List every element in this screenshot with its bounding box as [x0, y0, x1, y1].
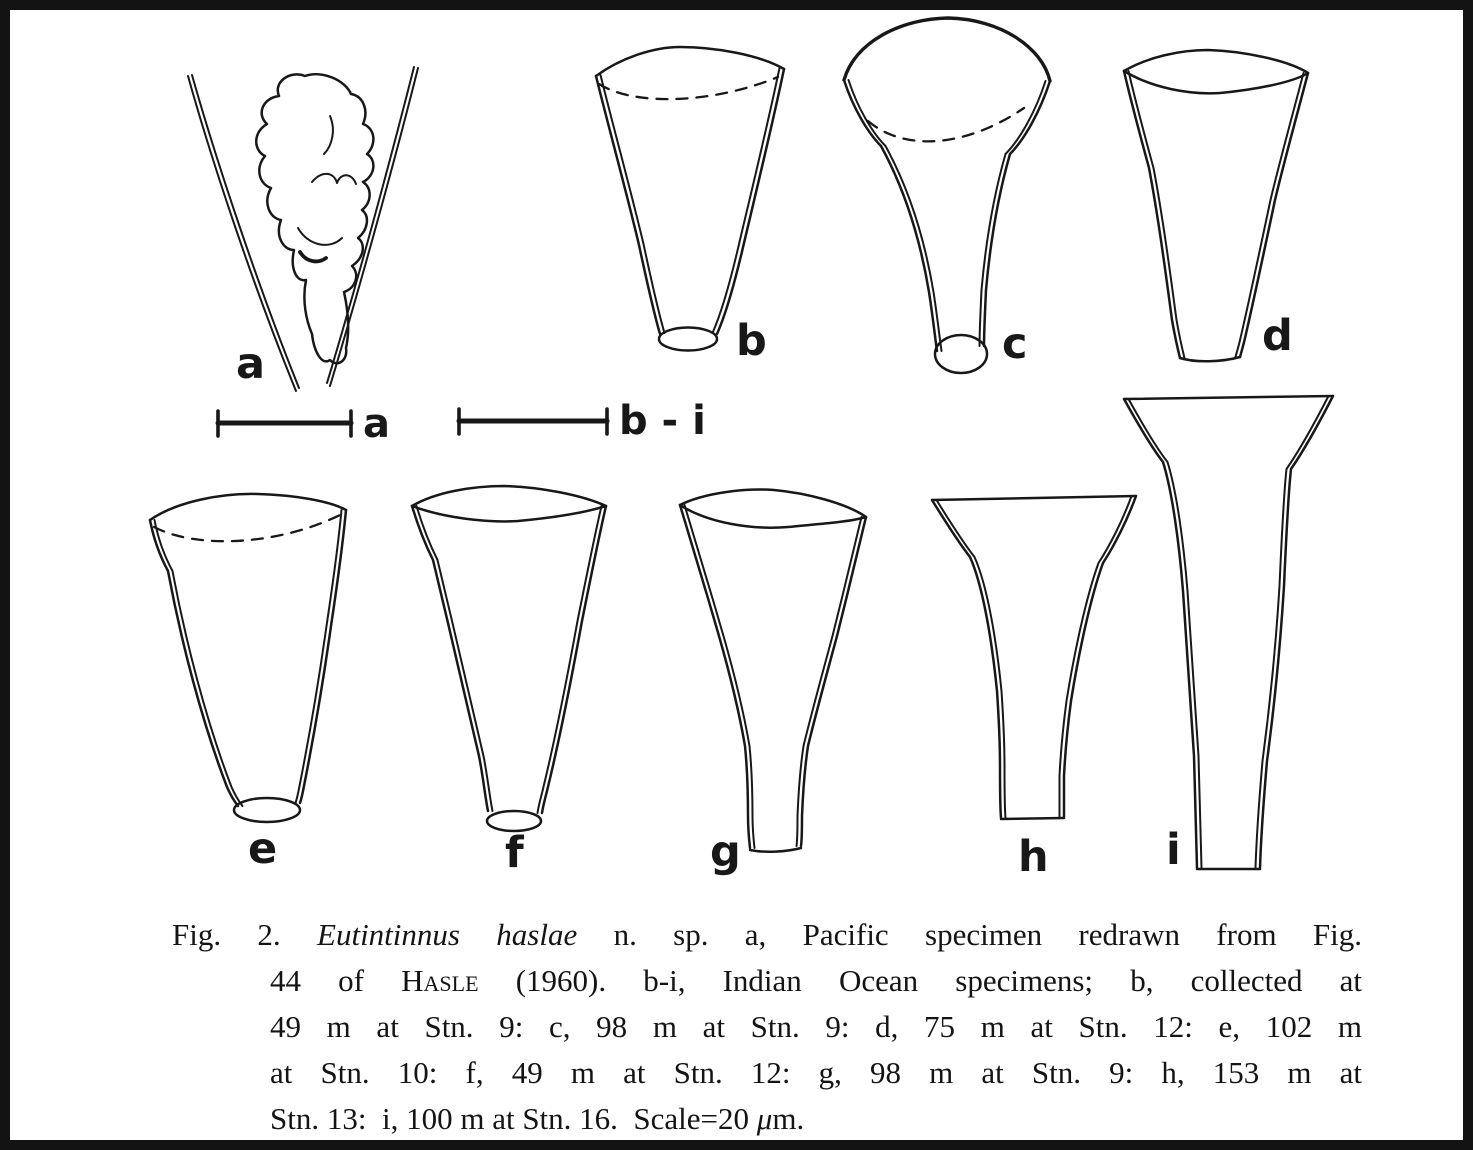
- right-wall-inner: [713, 68, 780, 333]
- specimen-drawing-a: [188, 67, 418, 391]
- oral-rim-upper: [680, 490, 866, 517]
- left-wall: [412, 506, 488, 811]
- caption-text: n. sp. a, Pacific specimen redrawn from Fig.: [577, 917, 1362, 952]
- caption-species-name: Eutintinnus haslae: [317, 917, 578, 952]
- caption-line-1: [172, 912, 1362, 958]
- caption-line-3: [172, 1004, 1362, 1050]
- right-wall-inner: [538, 506, 602, 813]
- cell-detail-squiggle: [312, 174, 356, 184]
- caption-text: (1960). b-i, Indian Ocean specimens; b, collected at: [478, 963, 1363, 998]
- caption-text: at Stn. 10: f, 49 m at Stn. 12: g, 98 m at Stn. 9: h, 153 m at: [270, 1055, 1362, 1090]
- oral-rim-lower: [680, 505, 866, 528]
- left-wall: [1124, 71, 1180, 358]
- specimen-label-e: e: [248, 824, 278, 874]
- oral-rim-lower: [412, 506, 606, 521]
- aboral-bottom-edge: [750, 848, 801, 852]
- right-wall: [1260, 396, 1333, 868]
- caption-figure-number: Fig. 2.: [172, 917, 318, 952]
- right-wall-inner: [797, 517, 862, 846]
- specimen-label-c: c: [1002, 319, 1028, 369]
- cell-detail-arc: [298, 228, 342, 245]
- cell-detail-line: [324, 116, 333, 154]
- caption-text: 49 m at Stn. 9: c, 98 m at Stn. 9: d, 75 m at Stn. 12: e, 102 m: [270, 1009, 1362, 1044]
- oral-rim-upper: [1124, 50, 1308, 73]
- oral-rim-lower: [1124, 71, 1308, 93]
- right-wall-inner: [296, 510, 342, 803]
- left-wall-inner: [937, 500, 1006, 818]
- caption-author-smallcaps: Hasle: [401, 963, 479, 998]
- specimen-label-g: g: [710, 827, 741, 877]
- oral-rim-dashed: [599, 77, 778, 99]
- right-wall-inner: [980, 81, 1046, 346]
- oral-rim: [1124, 396, 1333, 399]
- left-wall: [680, 505, 750, 848]
- aboral-opening: [659, 328, 717, 351]
- lorica-right-wall-inner: [327, 67, 414, 383]
- caption-text: Stn. 13: i, 100 m at Stn. 16. Scale=20: [270, 1101, 757, 1136]
- aboral-opening: [234, 798, 300, 822]
- specimen-label-f: f: [505, 828, 524, 878]
- scale-bar-bi-label: b - i: [619, 398, 706, 444]
- caption-line-4: [172, 1050, 1362, 1096]
- specimen-label-a: a: [236, 339, 266, 389]
- oral-rim-dashed: [868, 108, 1024, 141]
- left-wall: [596, 76, 660, 334]
- specimen-label-i: i: [1166, 825, 1181, 875]
- specimen-label-h: h: [1018, 832, 1049, 882]
- caption-text: 44 of: [270, 963, 402, 998]
- oral-rim-upper: [412, 486, 606, 506]
- oral-rim: [150, 494, 346, 520]
- caption-text: m.: [772, 1101, 805, 1136]
- caption-mu-symbol: μ: [756, 1101, 773, 1136]
- specimen-drawing-h: [932, 496, 1136, 882]
- scale-bars: [218, 398, 706, 447]
- figure-caption: [172, 912, 1362, 1142]
- specimen-drawing-e: [150, 494, 346, 874]
- specimen-drawing-b: [596, 47, 784, 366]
- left-wall: [150, 520, 238, 806]
- aboral-opening: [935, 335, 987, 373]
- aboral-bottom-edge: [1001, 818, 1064, 819]
- cell-detail-accent: [300, 252, 326, 261]
- left-wall: [844, 80, 937, 351]
- right-wall-inner: [1060, 496, 1132, 817]
- left-wall: [1124, 399, 1197, 868]
- specimen-label-b: b: [736, 316, 767, 366]
- right-wall: [542, 506, 606, 813]
- specimen-drawing-g: [680, 490, 866, 877]
- specimen-label-d: d: [1262, 311, 1293, 361]
- caption-line-2: [172, 958, 1362, 1004]
- caption-line-5: [172, 1096, 1362, 1142]
- right-wall: [984, 81, 1050, 346]
- oral-rim-dashed: [154, 514, 342, 541]
- oral-rim: [932, 496, 1136, 500]
- cell-body-outline: [256, 74, 373, 363]
- scale-bar-a-label: a: [363, 401, 390, 447]
- left-wall-inner: [155, 520, 243, 806]
- specimen-drawing-d: [1124, 50, 1308, 361]
- specimen-drawing-c: [844, 18, 1050, 373]
- specimen-drawing-f: [412, 486, 606, 878]
- oral-rim: [844, 18, 1050, 81]
- aboral-bottom-edge: [1180, 357, 1240, 361]
- oral-rim: [596, 47, 784, 76]
- left-wall-inner: [601, 75, 665, 333]
- specimen-drawing-i: [1124, 396, 1333, 875]
- right-wall: [801, 517, 866, 846]
- lorica-right-wall: [330, 68, 418, 386]
